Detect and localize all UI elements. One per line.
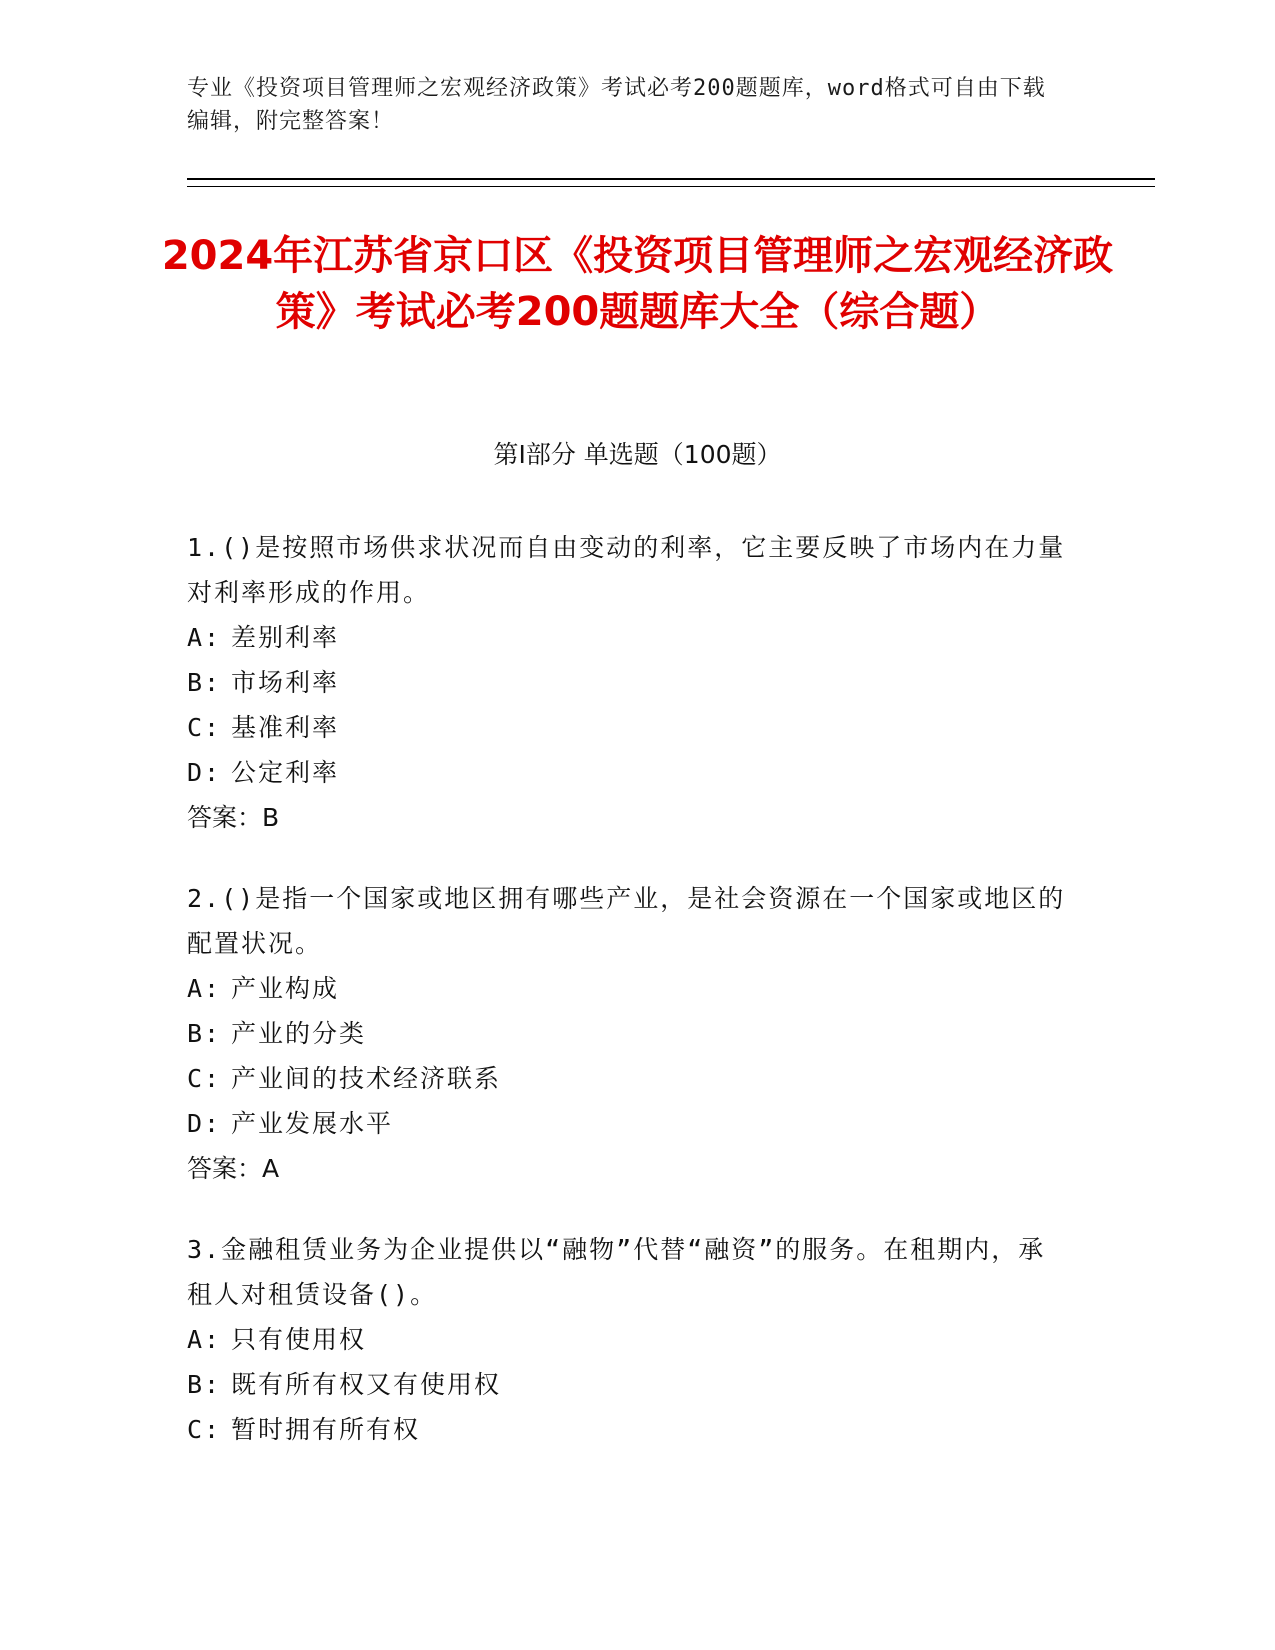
- option-letter: C:: [187, 1415, 222, 1444]
- question-2: [187, 876, 1067, 1191]
- header-note: 专业《投资项目管理师之宏观经济政策》考试必考200题题库，word格式可自由下载编辑，附完整答案！: [187, 76, 1046, 134]
- option-b: [187, 660, 1067, 705]
- option-a: [187, 615, 1067, 660]
- option-d: [187, 750, 1067, 795]
- option-text: 既有所有权又有使用权: [231, 1370, 502, 1399]
- option-letter: D:: [187, 1109, 222, 1138]
- option-text: 产业构成: [231, 974, 340, 1003]
- question-1: [187, 525, 1067, 840]
- option-text: 产业的分类: [231, 1019, 367, 1048]
- header-divider-thick: [187, 178, 1155, 180]
- option-letter: A:: [187, 974, 222, 1003]
- option-text: 公定利率: [231, 758, 340, 787]
- question-3: [187, 1227, 1067, 1452]
- option-a: [187, 1317, 1067, 1362]
- option-text: 只有使用权: [231, 1325, 367, 1354]
- option-c: [187, 705, 1067, 750]
- option-d: [187, 1101, 1067, 1146]
- answer: 答案：B: [187, 803, 280, 832]
- option-text: 市场利率: [231, 668, 340, 697]
- option-letter: A:: [187, 623, 222, 652]
- document-title: 2024年江苏省京口区《投资项目管理师之宏观经济政策》考试必考200题题库大全（综合题）: [161, 233, 1114, 335]
- option-b: [187, 1011, 1067, 1056]
- option-letter: B:: [187, 668, 222, 697]
- question-text: 3.金融租赁业务为企业提供以“融物”代替“融资”的服务。在租期内，承租人对租赁设备()。: [187, 1235, 1046, 1309]
- option-b: [187, 1362, 1067, 1407]
- option-text: 产业发展水平: [231, 1109, 394, 1138]
- option-letter: C:: [187, 1064, 222, 1093]
- option-letter: B:: [187, 1370, 222, 1399]
- option-letter: A:: [187, 1325, 222, 1354]
- option-letter: C:: [187, 713, 222, 742]
- header-divider-thin: [187, 186, 1155, 187]
- question-text: 1.()是按照市场供求状况而自由变动的利率，它主要反映了市场内在力量对利率形成的作用。: [187, 533, 1066, 607]
- answer: 答案：A: [187, 1154, 280, 1183]
- question-list: [187, 525, 1067, 1488]
- option-letter: B:: [187, 1019, 222, 1048]
- option-c: [187, 1056, 1067, 1101]
- section-heading: 第I部分 单选题（100题）: [493, 440, 782, 469]
- option-text: 产业间的技术经济联系: [231, 1064, 502, 1093]
- option-text: 基准利率: [231, 713, 340, 742]
- option-a: [187, 966, 1067, 1011]
- question-text: 2.()是指一个国家或地区拥有哪些产业，是社会资源在一个国家或地区的配置状况。: [187, 884, 1066, 958]
- option-text: 暂时拥有所有权: [231, 1415, 421, 1444]
- option-letter: D:: [187, 758, 222, 787]
- option-text: 差别利率: [231, 623, 340, 652]
- option-c: [187, 1407, 1067, 1452]
